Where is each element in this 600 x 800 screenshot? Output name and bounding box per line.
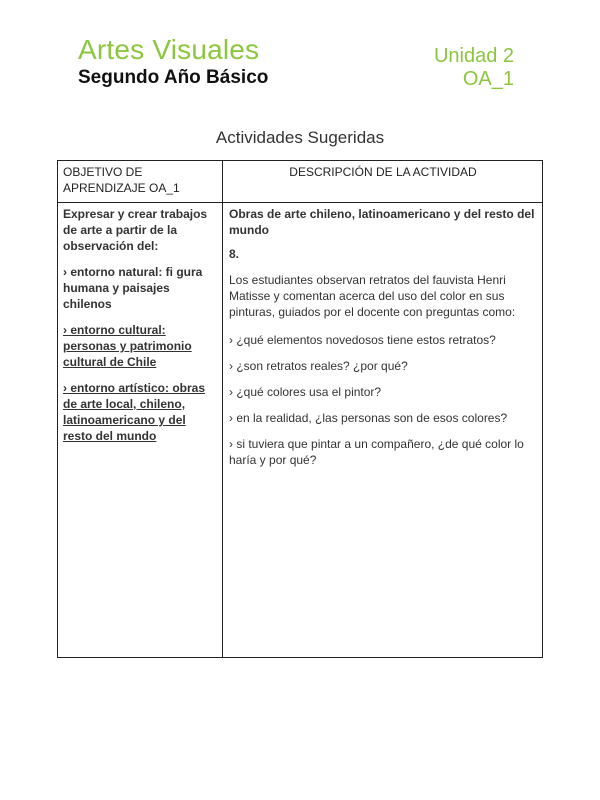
header-row-divider [58,202,542,203]
objective-item-natural: › entorno natural: fi gura humana y paisajes chilenos [63,265,203,311]
column-header-objective: OBJETIVO DE APRENDIZAJE OA_1 [63,165,180,195]
activity-table [57,160,543,658]
activity-question: › ¿son retratos reales? ¿por qué? [229,359,408,373]
grade-label: Segundo Año Básico [78,67,269,88]
activity-title: Obras de arte chileno, latinoamericano y del resto del mundo [229,207,535,237]
objective-item-cultural: › entorno cultural: personas y patrimonio cultural de Chile [63,323,192,369]
column-divider [222,161,223,657]
activity-question: › ¿qué colores usa el pintor? [229,385,382,399]
activity-number: 8. [229,247,240,261]
activity-intro: Los estudiantes observan retratos del fauvista Henri Matisse y comentan acerca del uso del color en sus pinturas, guiados por el docente con preguntas como: [229,273,516,319]
unit-label: Unidad 2 [433,45,514,67]
activity-cell [229,206,539,478]
page-header [0,0,600,120]
objective-intro: Expresar y crear trabajos de arte a partir de la observación del: [63,207,208,253]
activity-question: › si tuviera que pintar a un compañero, ¿de qué color lo haría y por qué? [229,437,524,467]
objective-item-artistic: › entorno artístico: obras de arte local, chileno, latinoamericano y del resto del mundo [63,381,206,443]
activity-question: › en la realidad, ¿las personas son de esos colores? [229,411,508,425]
objective-cell [63,206,215,454]
activity-question: › ¿qué elementos novedosos tiene estos retratos? [229,333,496,347]
column-header-description: DESCRIPCIÓN DE LA ACTIVIDAD [289,165,477,179]
section-title: Actividades Sugeridas [215,128,385,147]
subject-title: Artes Visuales [78,34,260,65]
oa-label: OA_1 [462,68,514,90]
